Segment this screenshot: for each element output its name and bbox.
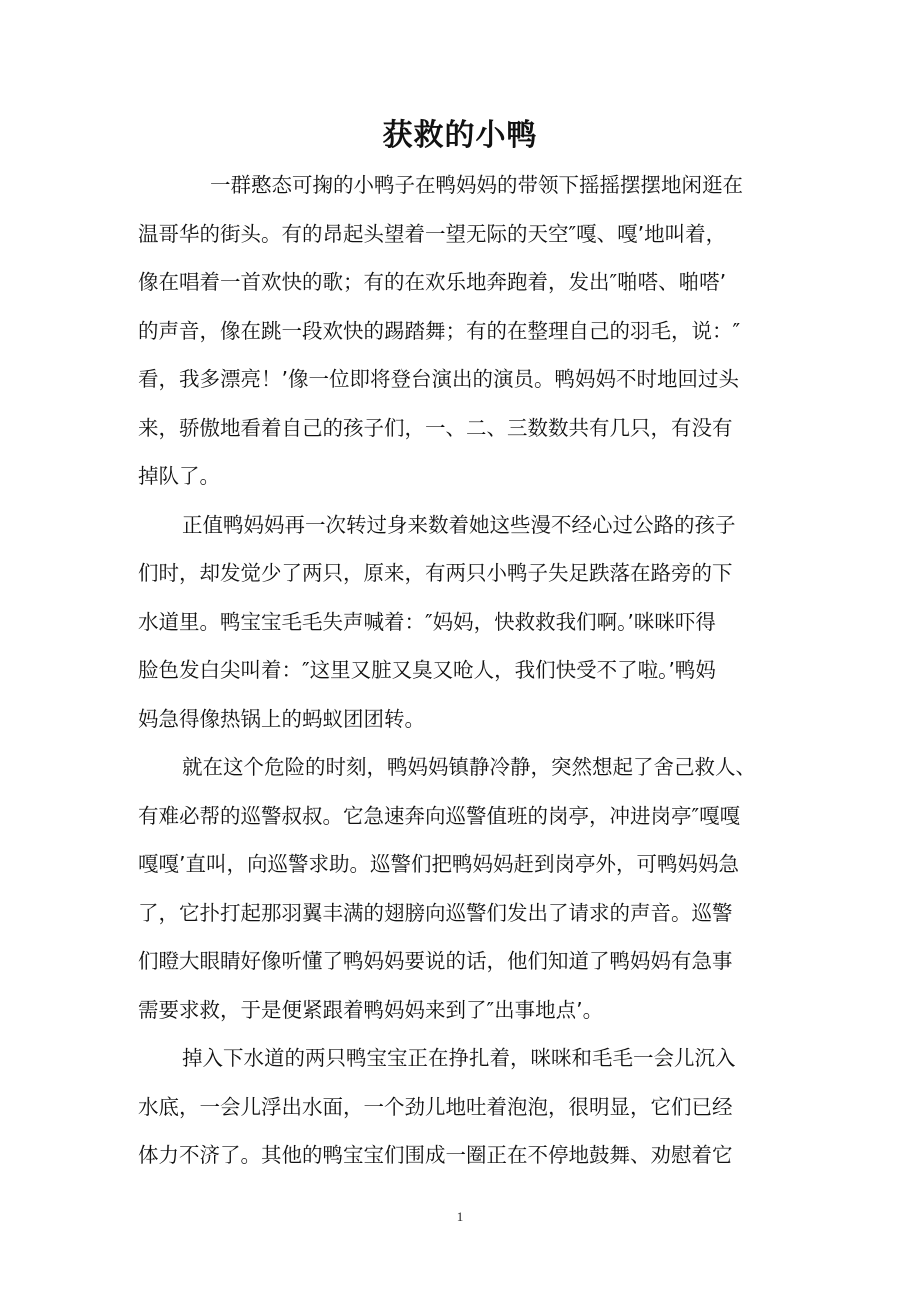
text-line: 了，它扑打起那羽翼丰满的翅膀向巡警们发出了请求的声音。巡警	[138, 900, 733, 925]
paragraph	[138, 501, 779, 744]
text-line: 需要求救，于是便紧跟着鸭妈妈来到了″出事地点’。	[138, 997, 604, 1022]
text-line: 就在这个危险的时刻，鸭妈妈镇静冷静，突然想起了舍己救人、	[182, 755, 756, 779]
paragraph	[138, 161, 779, 501]
text-line: 妈急得像热锅上的蚂蚁团团转。	[138, 706, 425, 731]
text-line: 一群憨态可掬的小鸭子在鸭妈妈的带领下摇摇摆摆地闲逛在	[210, 173, 743, 197]
text-line: 们时，却发觉少了两只，原来，有两只小鸭子失足跌落在路旁的下	[138, 561, 733, 585]
text-line: 像在唱着一首欢快的歌；有的在欢乐地奔跑着，发出″啪嗒、啪嗒’	[138, 270, 727, 294]
text-line: 来，骄傲地看着自己的孩子们，一、二、三数数共有几只，有没有	[138, 415, 733, 440]
text-line: 掉队了。	[138, 464, 220, 488]
document-title: 获救的小鸭	[382, 118, 538, 153]
text-line: 有难必帮的巡警叔叔。它急速奔向巡警值班的岗亭，冲进岗亭″嘎嘎	[138, 803, 741, 828]
text-line: 脸色发白尖叫着：″这里又脏又臭又呛人，我们快受不了啦。’鸭妈	[138, 658, 716, 682]
text-line: 看，我多漂亮！’像一位即将登台演出的演员。鸭妈妈不时地回过头	[138, 367, 740, 391]
document-body	[138, 161, 779, 1180]
page-number: 1	[456, 1209, 464, 1224]
text-line: 们瞪大眼睛好像听懂了鸭妈妈要说的话，他们知道了鸭妈妈有急事	[138, 949, 733, 973]
text-line: 温哥华的街头。有的昂起头望着一望无际的天空″嘎、嘎’地叫着，	[138, 221, 727, 246]
paragraph	[138, 1034, 779, 1180]
text-line: 水道里。鸭宝宝毛毛失声喊着：″妈妈，快救救我们啊。’咪咪吓得	[138, 609, 716, 634]
paragraph	[138, 743, 779, 1034]
text-line: 掉入下水道的两只鸭宝宝正在挣扎着，咪咪和毛毛一会儿沉入	[182, 1046, 736, 1070]
text-line: 体力不济了。其他的鸭宝宝们围成一圈正在不停地鼓舞、劝慰着它	[138, 1143, 733, 1167]
text-line: 正值鸭妈妈再一次转过身来数着她这些漫不经心过公路的孩子	[182, 512, 736, 537]
text-line: 水底，一会儿浮出水面，一个劲儿地吐着泡泡，很明显，它们已经	[138, 1094, 733, 1119]
text-line: 的声音，像在跳一段欢快的踢踏舞；有的在整理自己的羽毛，说：″	[138, 318, 741, 343]
text-line: 嘎嘎’直叫，向巡警求助。巡警们把鸭妈妈赶到岗亭外，可鸭妈妈急	[138, 852, 740, 876]
